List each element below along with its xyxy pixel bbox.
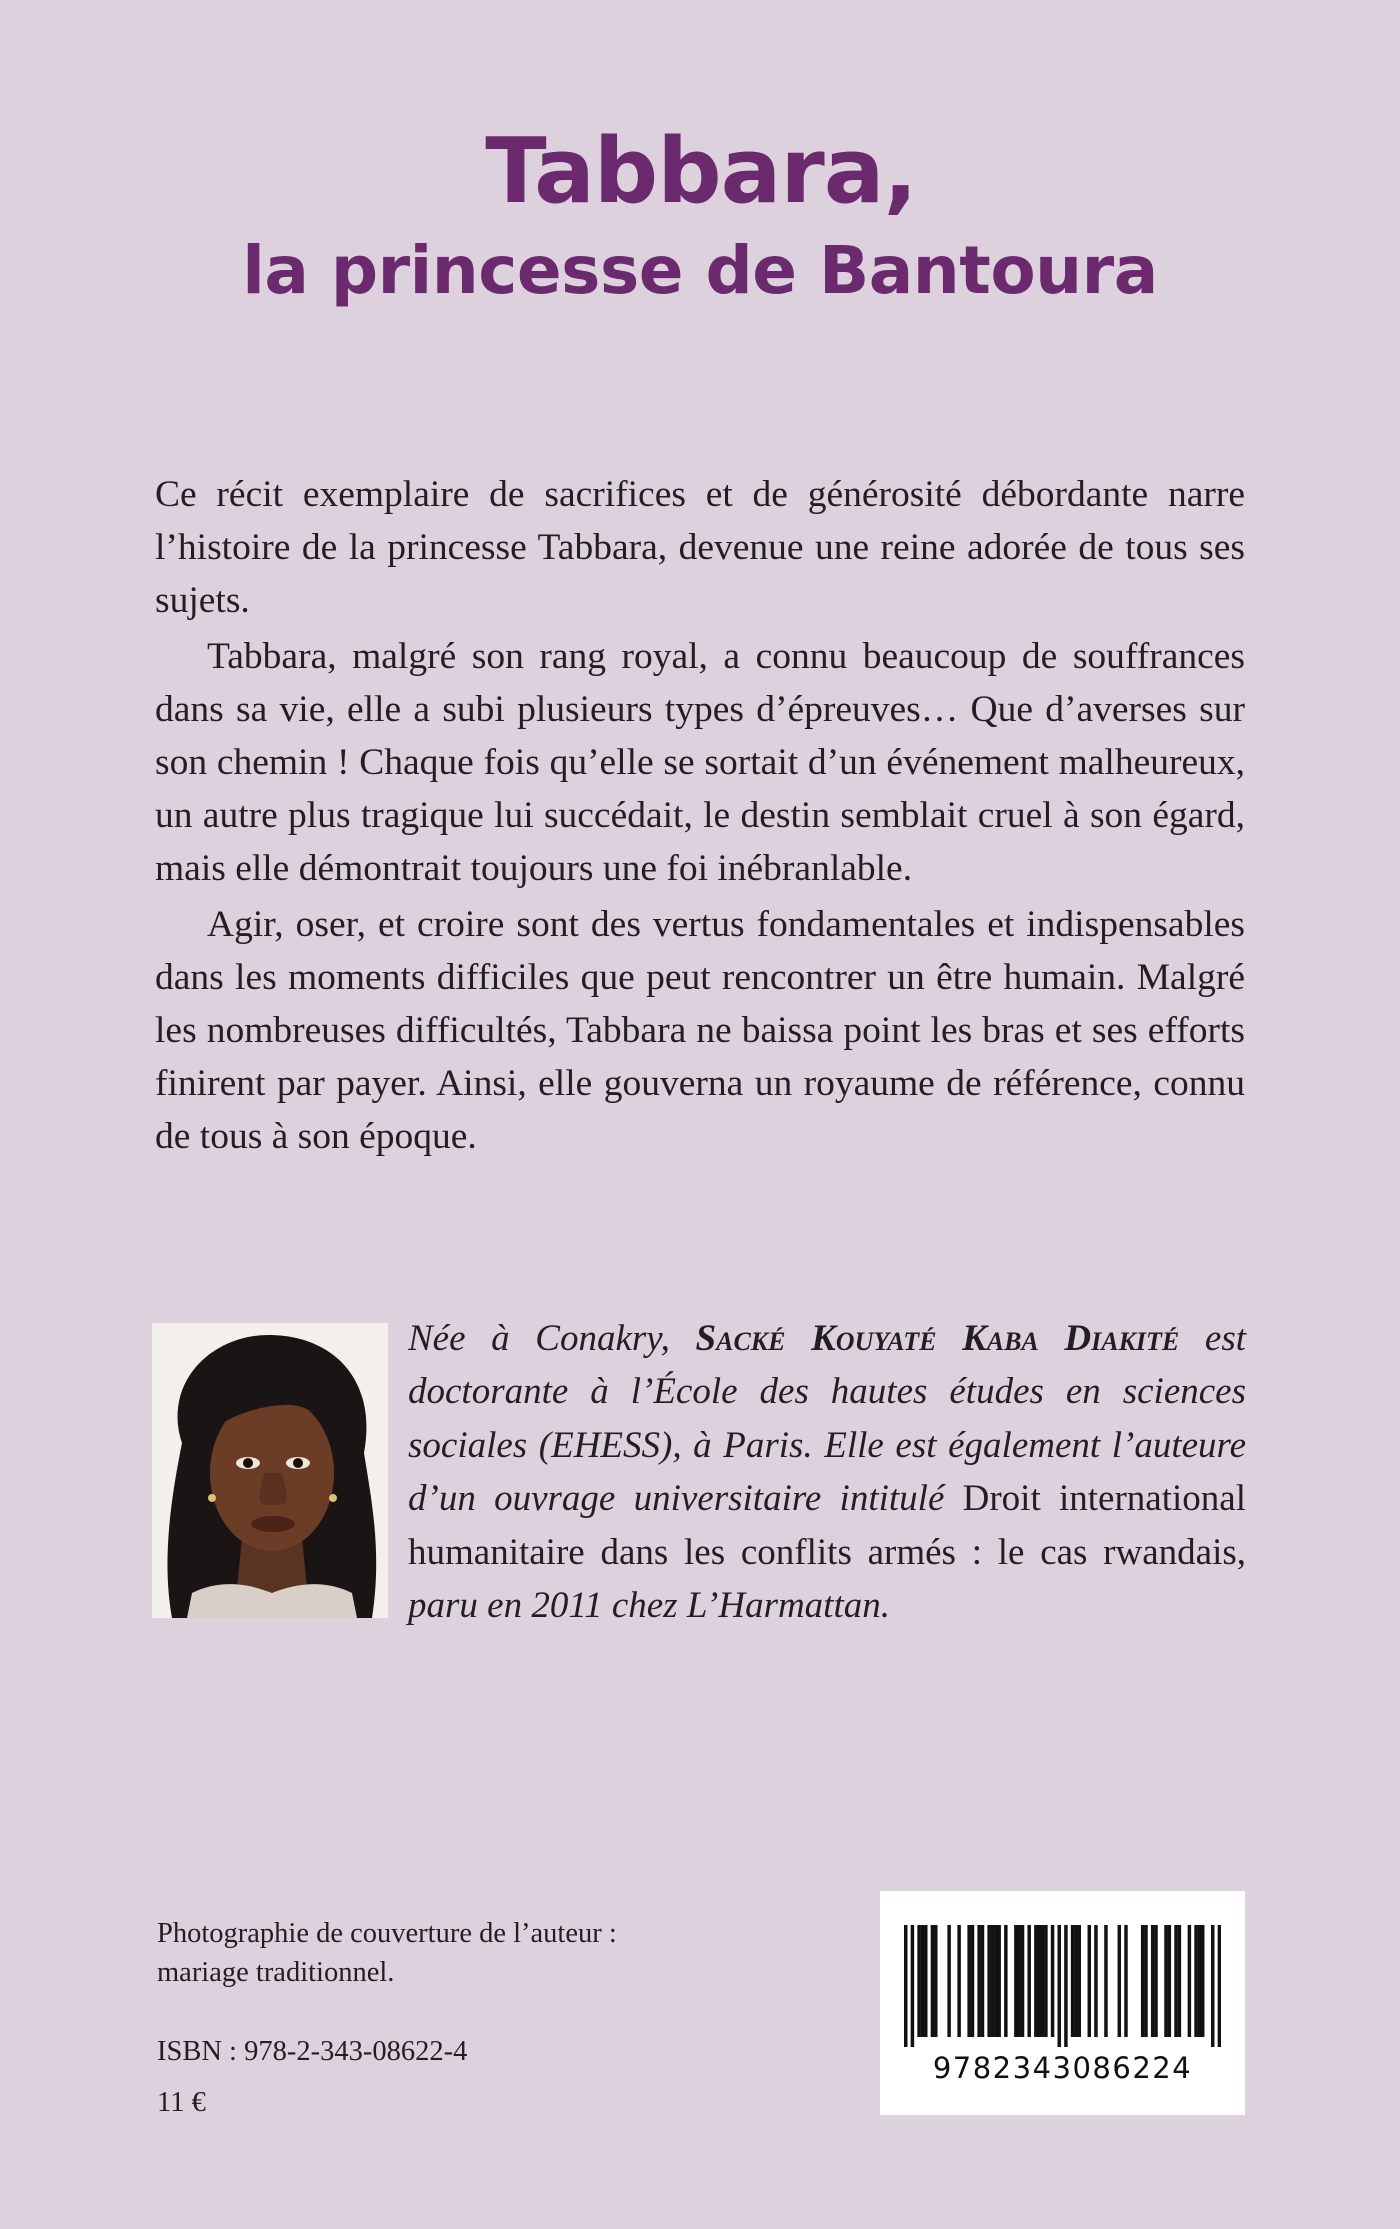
blurb-paragraph-2: Tabbara, malgré son rang royal, a connu beaucoup de souffrances dans sa vie, elle a subi plusieurs types d’épreuves… Que d’averses sur son chemin ! Chaque fois qu’elle se sortait d’un événement malheureux, un autre plus tragique lui succédait, le destin semblait cruel à son égard, mais elle démontrait toujours une foi inébranlable. bbox=[155, 635, 1245, 890]
barcode-bar bbox=[917, 1925, 920, 2037]
barcode-bar bbox=[931, 1925, 934, 2037]
barcode-bar bbox=[1027, 1925, 1030, 2037]
isbn-barcode bbox=[880, 1891, 1245, 2115]
barcode-bar bbox=[1174, 1925, 1177, 2037]
barcode-bar bbox=[1074, 1925, 1077, 2037]
barcode-icon bbox=[904, 1925, 1221, 2047]
photo-credit bbox=[157, 1914, 617, 1992]
barcode-bar bbox=[1021, 1925, 1024, 2037]
barcode-bar bbox=[1037, 1925, 1040, 2037]
barcode-bar bbox=[1154, 1925, 1157, 2037]
barcode-bar bbox=[947, 1925, 950, 2037]
barcode-bar bbox=[957, 1925, 960, 2037]
barcode-bar bbox=[1201, 1925, 1204, 2037]
author-portrait-icon bbox=[152, 1323, 388, 1618]
barcode-bar bbox=[997, 1925, 1000, 2037]
barcode-bar bbox=[911, 1925, 914, 2047]
author-name: Sacké Kouyaté Kaba Diakité bbox=[695, 1318, 1180, 1359]
photo-credit-line-1: Photographie de couverture de l’auteur : bbox=[157, 1918, 617, 1949]
book-title bbox=[0, 118, 1400, 314]
barcode-bar bbox=[904, 1925, 907, 2047]
isbn-text: ISBN : 978-2-343-08622-4 bbox=[157, 2036, 468, 2067]
title-main: Tabbara, bbox=[485, 119, 917, 224]
barcode-bar bbox=[1164, 1925, 1167, 2037]
barcode-bar bbox=[1004, 1925, 1007, 2037]
barcode-bar bbox=[1168, 1925, 1171, 2037]
author-portrait-photo bbox=[152, 1323, 388, 1618]
barcode-bar bbox=[1094, 1925, 1097, 2037]
barcode-bar bbox=[1144, 1925, 1147, 2037]
barcode-bar bbox=[1088, 1925, 1091, 2037]
barcode-bar bbox=[1017, 1925, 1020, 2037]
barcode-bar bbox=[1194, 1925, 1197, 2037]
barcode-bar bbox=[1014, 1925, 1017, 2037]
barcode-bar bbox=[934, 1925, 937, 2037]
barcode-bar bbox=[1118, 1925, 1121, 2037]
barcode-bar bbox=[971, 1925, 974, 2037]
barcode-bar bbox=[994, 1925, 997, 2037]
barcode-bar bbox=[1141, 1925, 1144, 2037]
back-cover-blurb bbox=[155, 468, 1245, 1166]
barcode-digits: 9782343086224 bbox=[932, 2051, 1193, 2085]
barcode-bar bbox=[1044, 1925, 1047, 2037]
barcode-bar bbox=[1124, 1925, 1127, 2037]
referenced-book-title: Droit international humanitaire dans les conflits armés : le cas rwandais, bbox=[408, 1478, 1246, 1573]
barcode-bar bbox=[924, 1925, 927, 2037]
barcode-bar bbox=[1104, 1925, 1107, 2037]
barcode-bar bbox=[1188, 1925, 1191, 2037]
blurb-paragraph-3: Agir, oser, et croire sont des vertus fondamentales et indispensables dans les moments difficiles que peut rencontrer un être humain. Malgré les nombreuses difficultés, Tabbara ne baissa point les bras et ses efforts finirent par payer. Ainsi, elle gouverna un royaume de référence, connu de tous à son époque. bbox=[155, 903, 1245, 1158]
barcode-bar bbox=[1071, 1925, 1074, 2037]
barcode-bar bbox=[1064, 1925, 1067, 2047]
blurb-paragraph-1: Ce récit exemplaire de sacrifices et de générosité débordante narre l’histoire de la princesse Tabbara, devenue une reine adorée de tous ses sujets. bbox=[155, 474, 1245, 622]
barcode-bar bbox=[1078, 1925, 1081, 2037]
barcode-bar bbox=[1218, 1925, 1221, 2047]
barcode-bar bbox=[1051, 1925, 1054, 2037]
barcode-bar bbox=[921, 1925, 924, 2037]
barcode-bar bbox=[977, 1925, 980, 2037]
author-biography bbox=[408, 1312, 1246, 1632]
price-text: 11 € bbox=[157, 2087, 206, 2118]
title-subtitle: la princesse de Bantoura bbox=[242, 232, 1158, 309]
barcode-bar bbox=[1151, 1925, 1154, 2037]
barcode-bar bbox=[967, 1925, 970, 2037]
barcode-bar bbox=[987, 1925, 990, 2037]
barcode-bar bbox=[991, 1925, 994, 2037]
photo-credit-line-2: mariage traditionnel. bbox=[157, 1957, 395, 1988]
barcode-bar bbox=[1057, 1925, 1060, 2047]
bio-middle: est doctorante à l’École des hautes études en sciences sociales (EHESS), à Paris. Elle est également l’auteure d’un ouvrage universitaire intitulé bbox=[408, 1318, 1246, 1520]
barcode-bar bbox=[1198, 1925, 1201, 2037]
barcode-bar bbox=[1041, 1925, 1044, 2037]
barcode-bar bbox=[1178, 1925, 1181, 2037]
bio-end: paru en 2011 chez L’Harmattan. bbox=[408, 1585, 890, 1627]
bio-intro: Née à Conakry, bbox=[408, 1318, 696, 1359]
barcode-bar bbox=[981, 1925, 984, 2037]
barcode-bar bbox=[1211, 1925, 1214, 2047]
barcode-bar bbox=[1034, 1925, 1037, 2037]
